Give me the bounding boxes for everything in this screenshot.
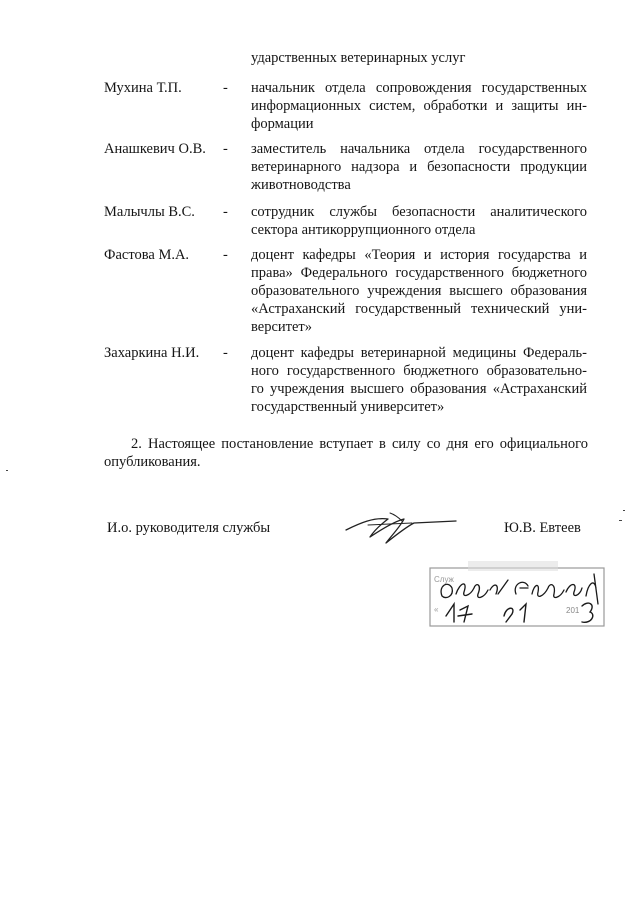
position-line: образовательного учреждения высшего образования [251,283,587,299]
position-line: формации [251,116,314,132]
member-position [251,79,587,133]
position-line: ного государственного бюджетного образовательно- [251,363,587,379]
handwritten-signature [340,505,460,550]
position-line: сотрудник службы безопасности аналитического [251,204,587,220]
position-line: информационных систем, обработки и защиты ин- [251,98,587,114]
member-dash: - [223,80,228,96]
position-line: верситет» [251,319,313,335]
position-line: го учреждения высшего образования «Астраханский [251,381,587,397]
continuation-text: ударственных ветеринарных услуг [251,50,466,66]
member-dash: - [223,141,228,157]
position-line: государственный университет» [251,399,445,415]
member-dash: - [223,247,228,263]
position-line: сектора антикоррупционного отдела [251,222,476,238]
scan-speck [623,510,625,511]
member-name: Захаркина Н.И. [104,345,200,361]
member-position [251,203,587,239]
svg-text:«: « [434,605,439,614]
member-dash: - [223,345,228,361]
member-position [251,246,587,336]
certification-stamp [428,560,608,632]
member-dash: - [223,204,228,220]
member-name: Мухина Т.П. [104,80,182,96]
signatory-name: Ю.В. Евтеев [504,520,581,536]
svg-text:Служ: Служ [434,575,454,584]
paragraph-line: 2. Настоящее постановление вступает в силу со дня его официального [131,436,588,452]
position-line: доцент кафедры ветеринарной медицины Федераль- [251,345,587,361]
member-name: Анашкевич О.В. [104,141,206,157]
effective-date-paragraph [104,435,588,471]
scan-speck [619,520,622,521]
member-name: Малычлы В.С. [104,204,195,220]
stamp-year: 201 [566,606,580,615]
signatory-title: И.о. руководителя службы [107,520,271,536]
scan-speck [6,470,8,471]
position-line: животноводства [251,177,351,193]
position-line: начальник отдела сопровождения государственных [251,80,587,96]
position-line: ветеринарного надзора и безопасности продукции [251,159,587,175]
position-line: заместитель начальника отдела государственного [251,141,587,157]
position-line: права» Федерального государственного бюджетного [251,265,587,281]
position-line: «Астраханский государственный технический уни- [251,301,587,317]
member-name: Фастова М.А. [104,247,190,263]
paragraph-line: опубликования. [104,454,201,470]
member-position [251,344,587,416]
position-line: доцент кафедры «Теория и история государства и [251,247,587,263]
member-position [251,140,587,194]
